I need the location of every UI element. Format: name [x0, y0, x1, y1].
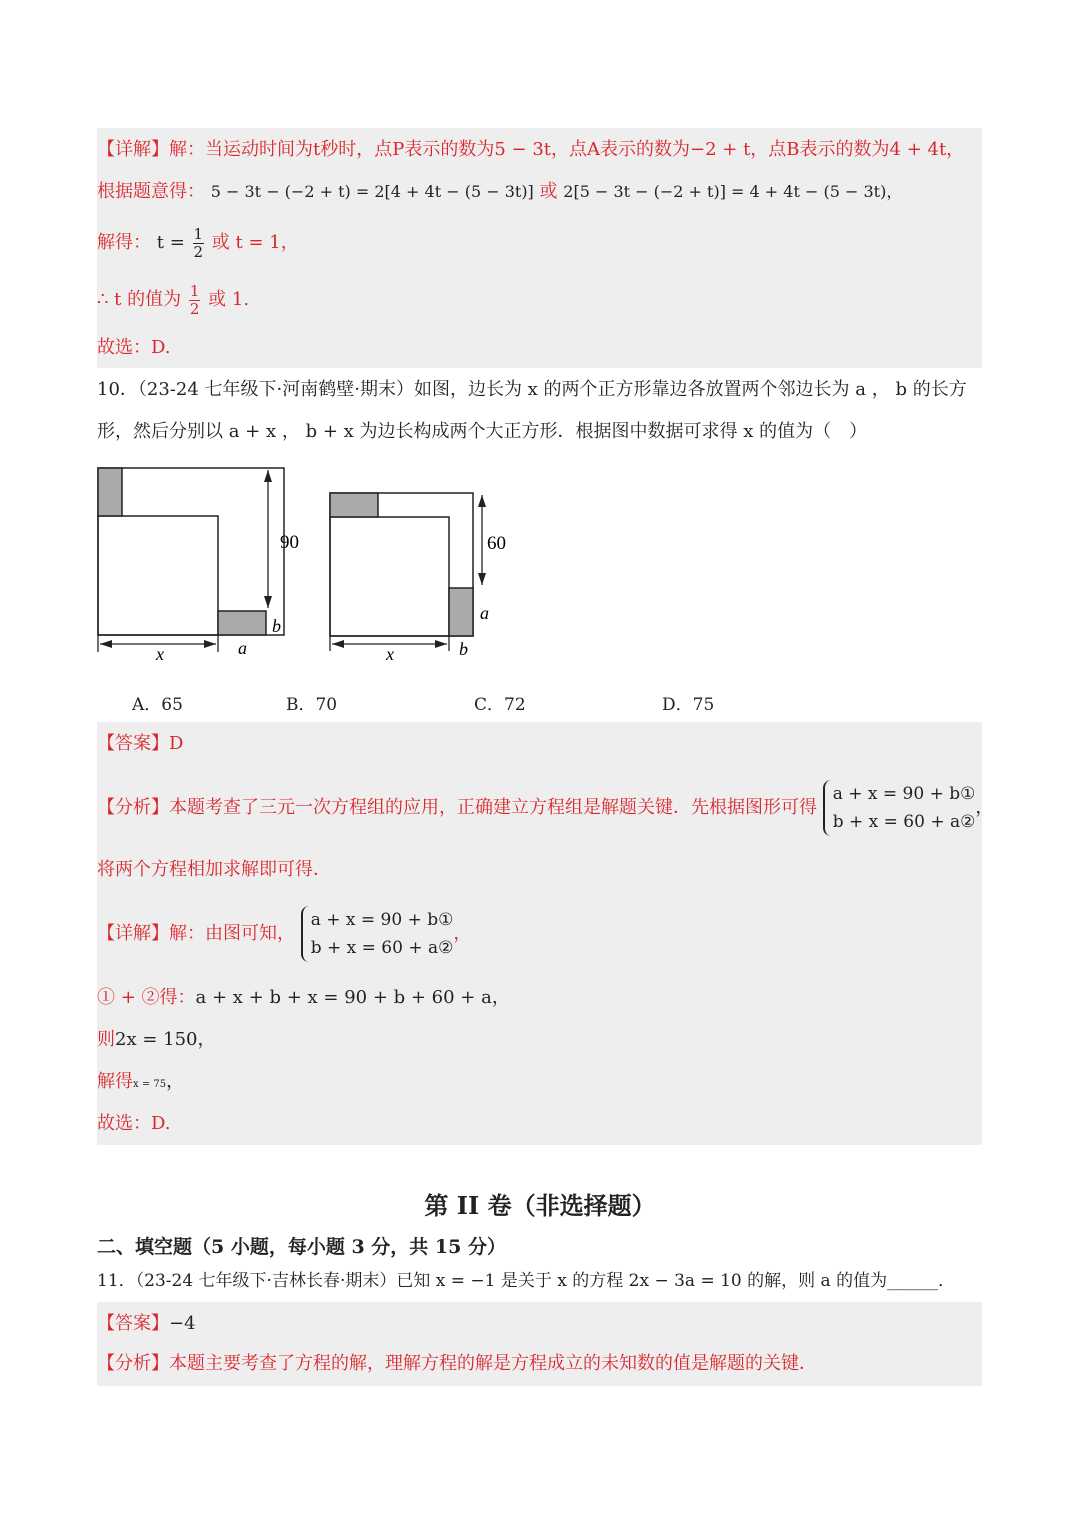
- fig2-shaded-top: [330, 493, 378, 517]
- fig1-arrow-down: [264, 596, 272, 608]
- fig2-shaded-right: [449, 588, 473, 636]
- figure-2: [322, 485, 522, 670]
- detail-tag: 【详解】: [97, 139, 169, 160]
- analysis-line: 【分析】本题考查了三元一次方程组的应用，正确建立方程组是解题关键．先根据图形可得 a + x = 90 + b① b + x = 60 + a② ，: [97, 778, 993, 838]
- equation-system-2: a + x = 90 + b① b + x = 60 + a②: [301, 906, 454, 962]
- fig1-big-square: [98, 468, 284, 635]
- fig1-label-b: b: [272, 616, 281, 636]
- fig2-arrow-down: [478, 573, 486, 585]
- fig1-small-square: [98, 516, 218, 635]
- equation-system-1: a + x = 90 + b① b + x = 60 + a②: [823, 780, 976, 836]
- answer-line: 【答案】D: [97, 733, 184, 754]
- then-line: 则2x = 150，: [97, 1029, 216, 1050]
- equation-line: 根据题意得： 5 − 3t − (−2 + t) = 2[4 + 4t − (5 − 3t)] 或 2[5 − 3t − (−2 + t)] = 4 + 4t − (5 − 3t)，: [97, 181, 903, 202]
- fraction-half: $\frac{1}{2}$: [193, 224, 204, 261]
- fig1-x-arrow-right: [204, 640, 216, 648]
- fraction-half-2: $\frac{1}{2}$: [189, 281, 200, 318]
- equation-1: 5 − 3t − (−2 + t) = 2[4 + 4t − (5 − 3t)]: [210, 182, 534, 201]
- equation-2: 2[5 − 3t − (−2 + t)] = 4 + 4t − (5 − 3t)，: [563, 182, 903, 201]
- fig1-arrow-up: [264, 470, 272, 482]
- analysis-line-2: 将两个方程相加求解即可得．: [97, 859, 331, 880]
- choose-line-2: 故选：D.: [97, 1113, 171, 1134]
- sum-line: ① + ②得：a + x + b + x = 90 + b + 60 + a，: [97, 987, 510, 1008]
- section-heading: 第 II 卷（非选择题）: [424, 1191, 656, 1220]
- fig1-x-arrow-left: [100, 640, 112, 648]
- solution-block-q9: [97, 128, 982, 368]
- fig1-shaded-top: [98, 468, 122, 516]
- q10-text-line2: 形，然后分别以 a + x ， b + x 为边长构成两个大正方形．根据图中数据可求得 x 的值为（ ）: [97, 421, 868, 442]
- section-subheading: 二、填空题（5 小题，每小题 3 分，共 15 分）: [97, 1236, 506, 1258]
- fig1-label-90: 90: [280, 532, 299, 553]
- solution-block-q11: [97, 1302, 982, 1386]
- fig2-label-a: a: [480, 603, 489, 623]
- detail-line-1: 【详解】解：当运动时间为t秒时，点P表示的数为5 − 3t，点A表示的数为−2 + t，点B表示的数为4 + 4t，: [97, 139, 965, 160]
- fig2-small-square: [330, 517, 449, 636]
- fig1-label-x: x: [156, 644, 164, 664]
- conclusion-line: ∴ t 的值为 $\frac{1}{2}$ 或 1.: [97, 281, 250, 318]
- fig2-x-arrow-left: [332, 640, 344, 648]
- choose-line: 故选：D.: [97, 337, 171, 358]
- solve-line: 解得： t = $\frac{1}{2}$ 或 t = 1，: [97, 224, 299, 261]
- option-b: B．70: [286, 695, 338, 715]
- fig2-label-b: b: [459, 639, 468, 659]
- fig2-arrow-up: [478, 495, 486, 507]
- fig1-label-a: a: [238, 638, 247, 658]
- fig1-shaded-bottom: [218, 611, 266, 635]
- solution-block-q10: [97, 722, 994, 1145]
- answer-line-q11: 【答案】−4: [97, 1313, 196, 1334]
- figure-1: [90, 460, 320, 670]
- q11-text: 11．（23-24 七年级下·吉林长春·期末）已知 x = −1 是关于 x 的方程 2x − 3a = 10 的解，则 a 的值为______．: [97, 1271, 956, 1291]
- fig2-x-arrow-right: [435, 640, 447, 648]
- solve-line-2: 解得x = 75，: [97, 1071, 185, 1092]
- option-c: C．72: [474, 695, 526, 715]
- q10-text-line1: 10．（23-24 七年级下·河南鹤壁·期末）如图，边长为 x 的两个正方形靠边各放置两个邻边长为 a ， b 的长方: [97, 379, 967, 400]
- option-d: D．75: [662, 695, 715, 715]
- option-a: A．65: [132, 695, 183, 715]
- fig2-label-60: 60: [487, 533, 506, 554]
- fig2-label-x: x: [386, 644, 394, 664]
- detail-line: 【详解】解：由图可知， a + x = 90 + b① b + x = 60 + a② ，: [97, 904, 471, 964]
- analysis-line-q11: 【分析】本题主要考查了方程的解，理解方程的解是方程成立的未知数的值是解题的关键．: [97, 1353, 817, 1374]
